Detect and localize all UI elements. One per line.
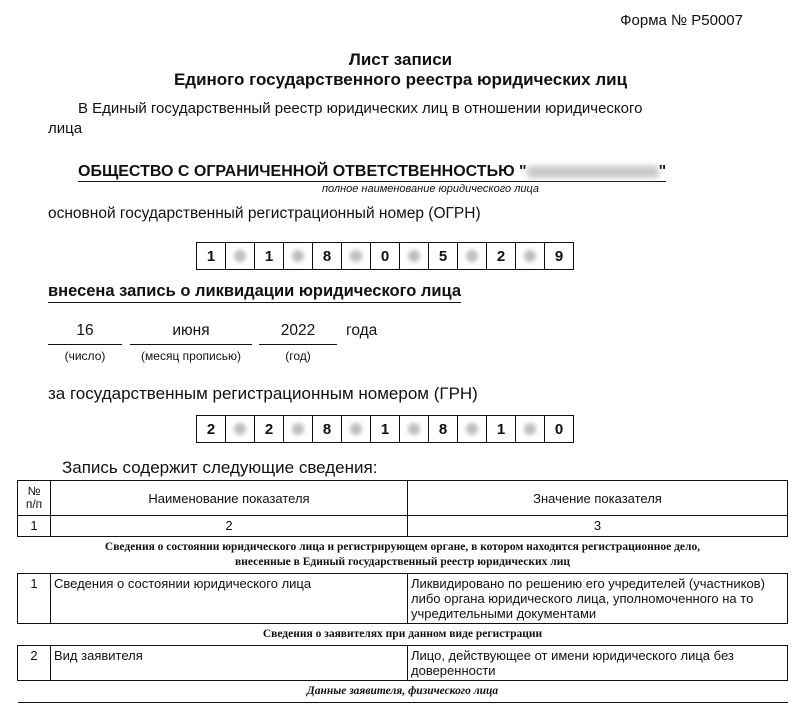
organization-name	[78, 163, 666, 182]
ogrn-digit-redacted	[458, 243, 487, 269]
grn-label: за государственным регистрационным номером (ГРН)	[48, 384, 478, 403]
grn-digit-boxes	[196, 415, 574, 443]
section-applicant-data: Данные заявителя, физического лица	[18, 681, 788, 703]
table-header-row	[18, 481, 788, 516]
grn-digit: 1	[371, 416, 400, 442]
row-name: Вид заявителя	[51, 646, 408, 681]
grn-digit-redacted	[400, 416, 429, 442]
grn-digit: 1	[487, 416, 516, 442]
grn-digit-redacted	[458, 416, 487, 442]
form-code: Форма № Р50007	[620, 12, 743, 29]
redacted-digit	[350, 423, 362, 435]
table-row	[18, 646, 788, 681]
entry-details-table	[17, 480, 788, 703]
header-name: Наименование показателя	[51, 481, 408, 516]
redacted-digit	[234, 423, 246, 435]
section-header-row	[18, 537, 788, 574]
ogrn-digit: 1	[255, 243, 284, 269]
ogrn-digit-redacted	[284, 243, 313, 269]
grn-digit-redacted	[516, 416, 545, 442]
redacted-digit	[350, 250, 362, 262]
ogrn-digit: 5	[429, 243, 458, 269]
redacted-digit	[524, 423, 536, 435]
grn-digit: 2	[255, 416, 284, 442]
redacted-digit	[292, 423, 304, 435]
redacted-digit	[292, 250, 304, 262]
intro-text-line1: В Единый государственный реестр юридических лиц в отношении юридического	[78, 100, 643, 117]
redacted-digit	[524, 250, 536, 262]
grn-digit-redacted	[342, 416, 371, 442]
date-year-label: (год)	[285, 349, 311, 363]
ogrn-digit-redacted	[342, 243, 371, 269]
ogrn-digit: 0	[371, 243, 400, 269]
ogrn-digit: 1	[197, 243, 226, 269]
date-day-label: (число)	[64, 349, 106, 363]
grn-digit: 8	[313, 416, 342, 442]
redacted-digit	[234, 250, 246, 262]
row-value: Лицо, действующее от имени юридического лица без доверенности	[408, 646, 788, 681]
grn-digit: 0	[554, 420, 564, 438]
header-num: № п/п	[18, 481, 51, 516]
ogrn-digit: 8	[313, 243, 342, 269]
date-month-label: (месяц прописью)	[141, 349, 241, 363]
document-title: Лист записи	[348, 50, 453, 69]
row-name: Сведения о состоянии юридического лица	[51, 574, 408, 624]
grn-digit-redacted	[226, 416, 255, 442]
document-subtitle: Единого государственного реестра юридических лиц	[173, 70, 628, 89]
redacted-name	[527, 166, 659, 178]
header-value: Значение показателя	[408, 481, 788, 516]
liquidation-statement: внесена запись о ликвидации юридического лица	[48, 282, 461, 303]
date-suffix: года	[346, 322, 378, 339]
redacted-digit	[408, 250, 420, 262]
date-day: 16	[48, 322, 122, 345]
date-month: июня	[130, 322, 252, 345]
ogrn-digit-redacted	[516, 243, 545, 269]
grn-digit: 8	[429, 416, 458, 442]
grn-digit-redacted	[284, 416, 313, 442]
organization-name-prefix: ОБЩЕСТВО С ОГРАНИЧЕННОЙ ОТВЕТСТВЕННОСТЬЮ "	[78, 163, 527, 180]
section-applicants: Сведения о заявителях при данном виде регистрации	[18, 624, 788, 646]
ogrn-digit: 9	[554, 247, 564, 265]
organization-name-suffix: "	[658, 163, 667, 180]
column-number: 3	[408, 516, 788, 537]
redacted-digit	[408, 423, 420, 435]
organization-name-hint: полное наименование юридического лица	[321, 183, 540, 195]
ogrn-digit-redacted	[226, 243, 255, 269]
section-header-row	[18, 624, 788, 646]
intro-text-line2: лица	[48, 120, 83, 137]
ogrn-digit: 2	[487, 243, 516, 269]
column-number: 2	[51, 516, 408, 537]
redacted-digit	[466, 250, 478, 262]
ogrn-digit-redacted	[400, 243, 429, 269]
row-num: 1	[18, 574, 51, 624]
grn-digit: 2	[197, 416, 226, 442]
column-number: 1	[18, 516, 51, 537]
section-header-row	[18, 681, 788, 703]
table-row	[18, 574, 788, 624]
ogrn-label: основной государственный регистрационный номер (ОГРН)	[48, 205, 481, 222]
entry-contents-label: Запись содержит следующие сведения:	[62, 458, 378, 477]
redacted-digit	[466, 423, 478, 435]
column-numbers-row	[18, 516, 788, 537]
ogrn-digit-boxes	[196, 242, 574, 270]
organization-name-block	[78, 163, 740, 181]
date-year: 2022	[259, 322, 337, 345]
section-state-and-authority: Сведения о состоянии юридического лица и регистрирующем органе, в котором находится регистрационное дело, внесенные в Единый государственный реестр юридических лиц	[18, 537, 788, 574]
row-value: Ликвидировано по решению его учредителей (участников) либо органа юридического лица, уполномоченного на то учредительными документами	[408, 574, 788, 624]
row-num: 2	[18, 646, 51, 681]
